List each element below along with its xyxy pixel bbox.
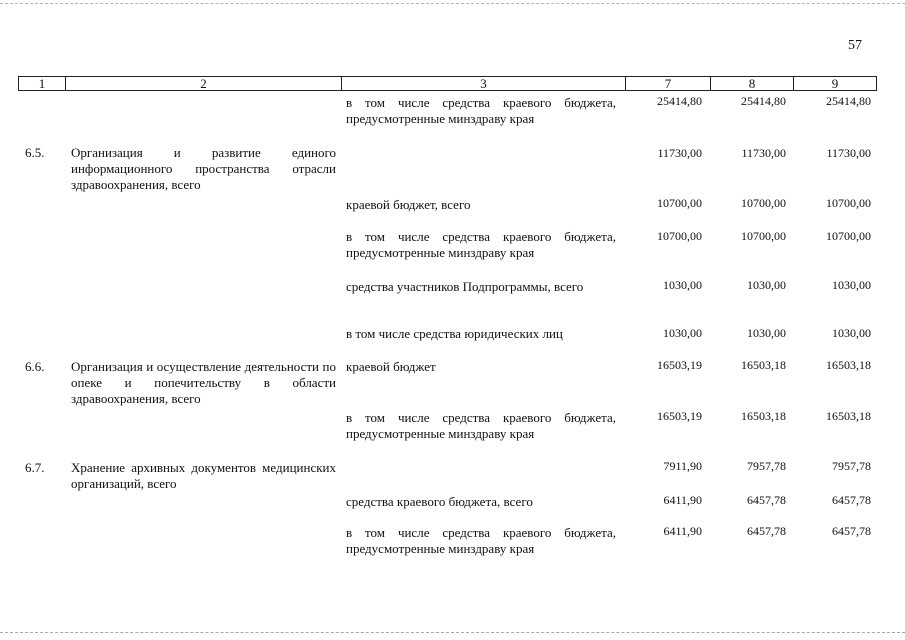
value-col-8: 10700,00 <box>741 196 786 210</box>
value-col-8: 16503,18 <box>741 409 786 423</box>
item-number: 6.5. <box>25 145 45 160</box>
item-title: Хранение архивных документов медицинских организаций, всего <box>71 460 336 491</box>
column-header-3: 3 <box>342 77 626 90</box>
value-col-9: 6457,78 <box>832 493 871 507</box>
value-col-8: 1030,00 <box>747 326 786 340</box>
value-col-9: 11730,00 <box>826 146 871 160</box>
value-col-8: 6457,78 <box>747 524 786 538</box>
value-col-8: 25414,80 <box>741 94 786 108</box>
item-title: Организация и развитие единого информационного пространства отрасли здравоохранения, всего <box>71 145 336 192</box>
value-col-9: 6457,78 <box>832 524 871 538</box>
value-col-7: 11730,00 <box>657 146 702 160</box>
row-description: средства краевого бюджета, всего <box>346 494 533 509</box>
row-description: в том числе средства краевого бюджета, предусмотренные минздраву края <box>346 525 616 556</box>
row-description: в том числе средства юридических лиц <box>346 326 563 341</box>
value-col-7: 16503,19 <box>657 409 702 423</box>
value-col-9: 16503,18 <box>826 358 871 372</box>
column-header-2: 2 <box>66 77 342 90</box>
value-col-7: 25414,80 <box>657 94 702 108</box>
value-col-7: 1030,00 <box>663 326 702 340</box>
value-col-8: 1030,00 <box>747 278 786 292</box>
value-col-7: 6411,90 <box>663 524 702 538</box>
value-col-7: 16503,19 <box>657 358 702 372</box>
value-col-7: 1030,00 <box>663 278 702 292</box>
item-number: 6.6. <box>25 359 45 374</box>
value-col-8: 7957,78 <box>747 459 786 473</box>
page-number: 57 <box>848 38 862 53</box>
table-header <box>18 76 877 91</box>
row-description: в том числе средства краевого бюджета, предусмотренные минздраву края <box>346 229 616 260</box>
value-col-7: 7911,90 <box>663 459 702 473</box>
value-col-9: 7957,78 <box>832 459 871 473</box>
value-col-9: 10700,00 <box>826 229 871 243</box>
scan-edge-top <box>0 3 905 4</box>
value-col-7: 10700,00 <box>657 229 702 243</box>
value-col-7: 10700,00 <box>657 196 702 210</box>
column-header-7: 7 <box>626 77 711 90</box>
column-header-1: 1 <box>19 77 66 90</box>
value-col-8: 6457,78 <box>747 493 786 507</box>
scan-edge-bottom <box>0 632 905 633</box>
column-header-9: 9 <box>831 76 839 91</box>
row-description: краевой бюджет <box>346 359 436 374</box>
row-description: средства участников Подпрограммы, всего <box>346 279 584 294</box>
row-description: краевой бюджет, всего <box>346 197 471 212</box>
row-description: в том числе средства краевого бюджета, предусмотренные минздраву края <box>346 95 616 126</box>
row-description: в том числе средства краевого бюджета, предусмотренные минздраву края <box>346 410 616 441</box>
value-col-9: 1030,00 <box>832 326 871 340</box>
value-col-9: 10700,00 <box>826 196 871 210</box>
value-col-8: 11730,00 <box>741 146 786 160</box>
column-header-8: 8 <box>711 77 794 90</box>
value-col-8: 16503,18 <box>741 358 786 372</box>
value-col-9: 16503,18 <box>826 409 871 423</box>
value-col-9: 25414,80 <box>826 94 871 108</box>
item-title: Организация и осуществление деятельности по опеке и попечительству в области здравоохранения, всего <box>71 359 336 406</box>
item-number: 6.7. <box>25 460 45 475</box>
value-col-7: 6411,90 <box>663 493 702 507</box>
value-col-8: 10700,00 <box>741 229 786 243</box>
value-col-9: 1030,00 <box>832 278 871 292</box>
